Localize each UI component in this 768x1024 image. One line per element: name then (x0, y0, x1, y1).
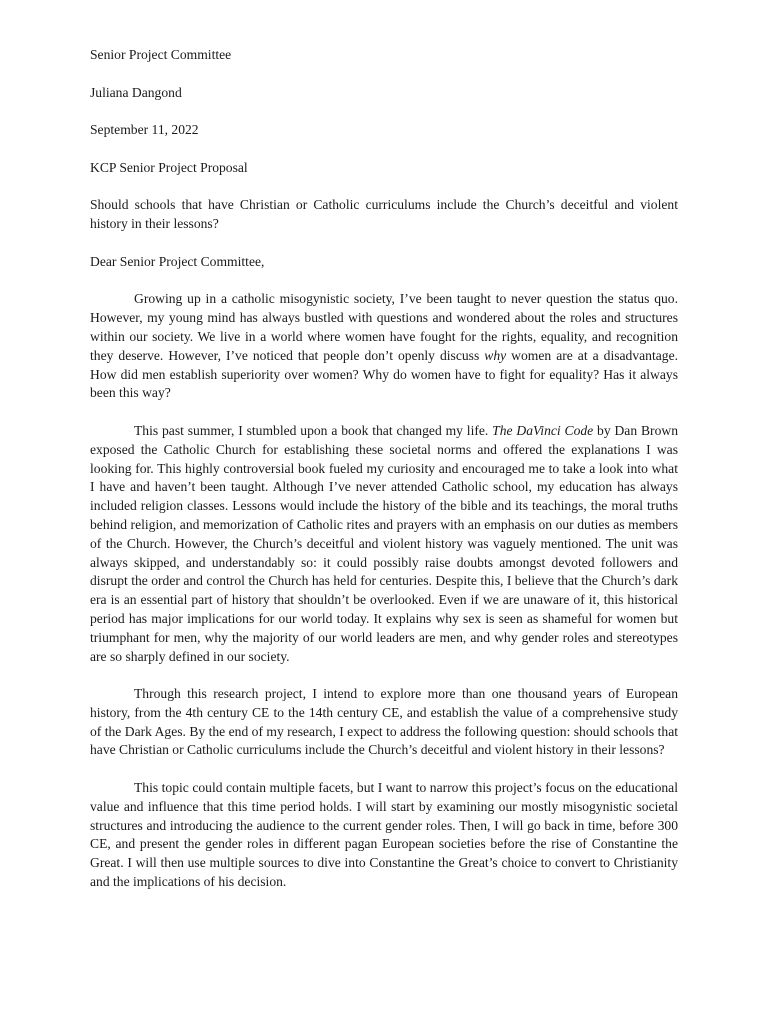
author-line: Juliana Dangond (90, 84, 182, 100)
proposal-title: KCP Senior Project Proposal (90, 159, 248, 175)
emphasis-why: why (484, 347, 507, 363)
paragraph-davinci-code (90, 422, 678, 666)
salutation: Dear Senior Project Committee, (90, 253, 265, 269)
paragraph-topic-focus: This topic could contain multiple facets, but I want to narrow this project’s focus on the educational value and influence that this time period holds. I will start by examining our mostly misogynistic societal structures and introducing the audience to the current gender roles. Then, I will go back in time, before 300 CE, and present the gender roles in different pagan European societies before the rise of Constantine the Great. I will then use multiple sources to dive into Constantine the Great’s choice to convert to Christianity and the implications of his decision. (90, 780, 678, 890)
paragraph-davinci-text-b: by Dan Brown exposed the Catholic Church for establishing these societal norms and offered the explanations I was looking for. This highly controversial book fueled my curiosity and encouraged me to take a look into what I have and haven’t been taught. Although I’ve never attended Catholic school, my education has always included religion classes. Lessons would include the history of the bible and its teachings, the moral truths behind religion, and memorization of Catholic rites and prayers with an emphasis on our duties as members of the Church. However, the Church’s deceitful and violent history was vaguely mentioned. The unit was always skipped, and understandably so: it could possibly raise doubts amongst devoted followers and disrupt the order and control the Church has held for centuries. Despite this, I believe that the Church’s dark era is an essential part of history that shouldn’t be overlooked. Even if we are unaware of it, this historical period has major implications for our world today. It explains why sex is seen as shameful for women but triumphant for men, why the majority of our world leaders are men, and why gender roles and stereotypes are so sharply defined in our society. (90, 422, 678, 664)
committee-line: Senior Project Committee (90, 47, 232, 62)
paragraph-research-intent: Through this research project, I intend to explore more than one thousand years of European history, from the 4th century CE to the 14th century CE, and establish the value of a comprehensive study of the Dark Ages. By the end of my research, I expect to address the following question: should schools that have Christian or Catholic curriculums include the Church’s deceitful and violent history in their lessons? (90, 686, 678, 758)
paragraph-upbringing (90, 290, 678, 403)
paragraph-davinci-text-a: This past summer, I stumbled upon a book that changed my life. (134, 422, 493, 438)
paragraph-upbringing-text-a: Growing up in a catholic misogynistic society, I’ve been taught to never question the status quo. However, my young mind has always bustled with questions and wondered about the roles and structures within our society. We live in a world where women have fought for the rights, equality, and recognition they deserve. However, I’ve noticed that people don’t openly discuss (90, 291, 678, 363)
document-page (90, 46, 678, 892)
research-question: Should schools that have Christian or Catholic curriculums include the Church’s deceitful and violent history in their lessons? (90, 197, 678, 232)
date-line: September 11, 2022 (90, 122, 199, 138)
book-title: The DaVinci Code (492, 422, 594, 438)
paragraph-upbringing-text-b: women are at a disadvantage. How did men establish superiority over women? Why do women have to fight for equality? Has it always been this way? (90, 347, 679, 401)
